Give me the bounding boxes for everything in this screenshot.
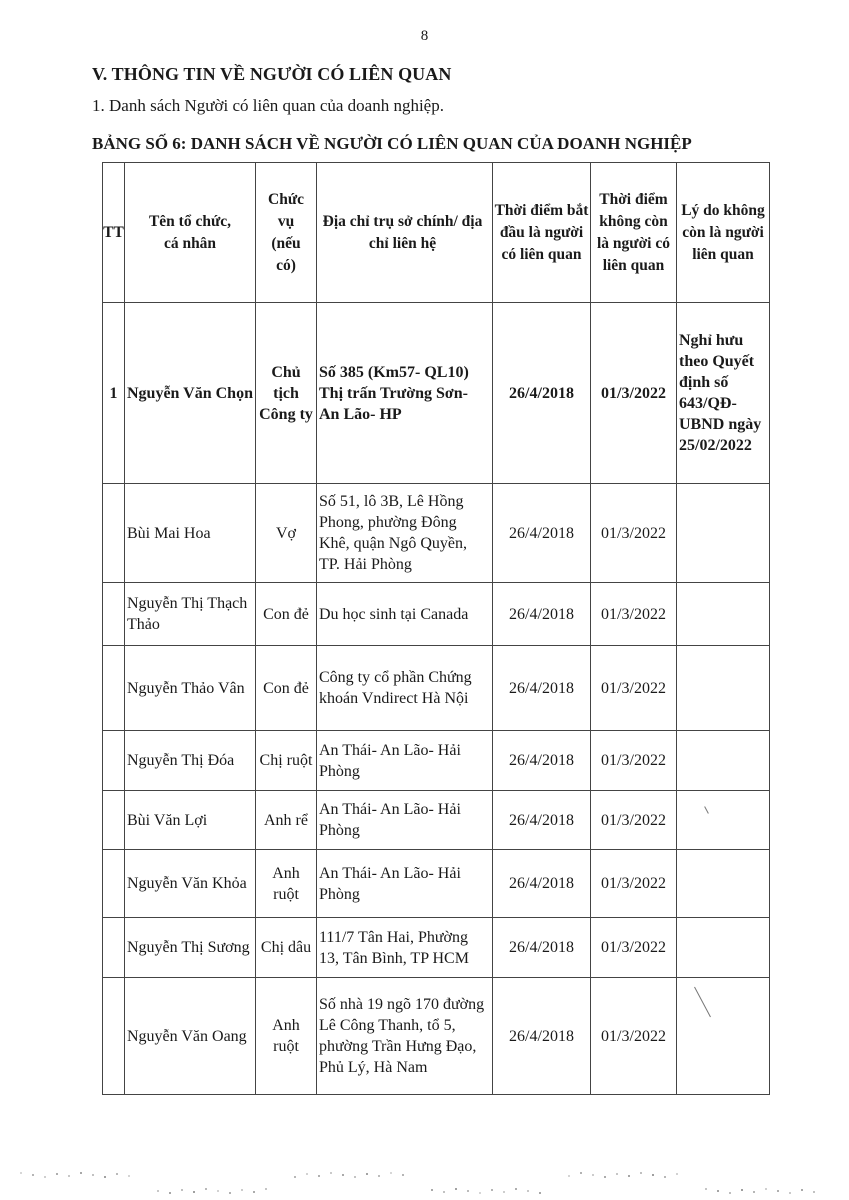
scan-dot (265, 1188, 267, 1190)
scan-dot (765, 1188, 767, 1190)
start-date: 26/4/2018 (493, 731, 591, 791)
row-number (103, 484, 125, 583)
scan-dot (741, 1189, 743, 1191)
scan-dot (604, 1176, 606, 1178)
section-title: V. THÔNG TIN VỀ NGƯỜI CÓ LIÊN QUAN (92, 64, 452, 84)
scan-dot (467, 1190, 469, 1192)
start-date: 26/4/2018 (493, 646, 591, 731)
row-number (103, 731, 125, 791)
reason (677, 731, 770, 791)
end-date: 01/3/2022 (591, 583, 677, 646)
table-row (103, 583, 770, 646)
scan-dot (729, 1192, 731, 1194)
person-position: Anh ruột (256, 978, 317, 1095)
table-row (103, 646, 770, 731)
person-address: Công ty cổ phần Chứng khoán Vndirect Hà Nội (317, 646, 493, 731)
person-name: Nguyễn Thị Sương (125, 918, 256, 978)
scan-dot (116, 1173, 118, 1175)
reason (677, 646, 770, 731)
reason (677, 918, 770, 978)
scan-dot (92, 1174, 94, 1176)
start-date: 26/4/2018 (493, 583, 591, 646)
scan-dot (753, 1191, 755, 1193)
scan-dot (705, 1188, 707, 1190)
scan-dot (402, 1174, 404, 1176)
scan-dot (306, 1173, 308, 1175)
reason (677, 583, 770, 646)
person-address: An Thái- An Lão- Hải Phòng (317, 791, 493, 850)
reason (677, 850, 770, 918)
table-row (103, 791, 770, 850)
end-date: 01/3/2022 (591, 978, 677, 1095)
header-address: Địa chỉ trụ sở chính/ địa chỉ liên hệ (317, 163, 493, 303)
scan-dot (330, 1172, 332, 1174)
related-persons-table (102, 162, 770, 1095)
row-number (103, 918, 125, 978)
end-date: 01/3/2022 (591, 791, 677, 850)
end-date: 01/3/2022 (591, 918, 677, 978)
person-position: Chị dâu (256, 918, 317, 978)
scan-dot (44, 1176, 46, 1178)
table-row (103, 484, 770, 583)
scan-dot (104, 1176, 106, 1178)
scan-dot (813, 1191, 815, 1193)
scan-dot (801, 1189, 803, 1191)
end-date: 01/3/2022 (591, 484, 677, 583)
scan-dot (229, 1192, 231, 1194)
scan-dot (68, 1175, 70, 1177)
scan-dot (318, 1175, 320, 1177)
row-number (103, 583, 125, 646)
person-name: Bùi Mai Hoa (125, 484, 256, 583)
table-row (103, 918, 770, 978)
person-address: Số 385 (Km57- QL10) Thị trấn Trường Sơn- An Lão- HP (317, 303, 493, 484)
scan-dot (580, 1172, 582, 1174)
scan-dot (616, 1173, 618, 1175)
scan-dot (342, 1174, 344, 1176)
header-tt: TT (103, 163, 125, 303)
table-row (103, 978, 770, 1095)
scan-dot (253, 1191, 255, 1193)
scan-dot (664, 1176, 666, 1178)
table-row (103, 303, 770, 484)
person-name: Nguyễn Văn Khỏa (125, 850, 256, 918)
scan-dot (354, 1176, 356, 1178)
scan-dot (717, 1190, 719, 1192)
person-position: Chị ruột (256, 731, 317, 791)
scan-dot (294, 1176, 296, 1178)
scan-dot (652, 1174, 654, 1176)
scan-dot (205, 1188, 207, 1190)
start-date: 26/4/2018 (493, 978, 591, 1095)
scan-dot (640, 1172, 642, 1174)
person-name: Nguyễn Văn Oang (125, 978, 256, 1095)
scan-dot (455, 1188, 457, 1190)
scan-dot (491, 1189, 493, 1191)
scan-dot (479, 1192, 481, 1194)
scan-dot (366, 1173, 368, 1175)
reason (677, 484, 770, 583)
scan-dot (56, 1173, 58, 1175)
start-date: 26/4/2018 (493, 918, 591, 978)
row-number (103, 978, 125, 1095)
person-position: Anh ruột (256, 850, 317, 918)
header-start-date: Thời điểm bắt đầu là người có liên quan (493, 163, 591, 303)
scan-dot (592, 1174, 594, 1176)
end-date: 01/3/2022 (591, 646, 677, 731)
table-header-row (103, 163, 770, 303)
person-position: Con đẻ (256, 583, 317, 646)
person-position: Chủ tịch Công ty (256, 303, 317, 484)
scan-dot (193, 1191, 195, 1193)
row-number (103, 646, 125, 731)
table-row (103, 850, 770, 918)
person-position: Anh rể (256, 791, 317, 850)
header-end-date: Thời điểm không còn là người có liên quan (591, 163, 677, 303)
scan-dot (777, 1190, 779, 1192)
scan-dot (20, 1172, 22, 1174)
person-position: Con đẻ (256, 646, 317, 731)
person-position: Vợ (256, 484, 317, 583)
row-number: 1 (103, 303, 125, 484)
scan-dot (431, 1189, 433, 1191)
scan-dot (628, 1175, 630, 1177)
reason (677, 791, 770, 850)
scan-dot (32, 1174, 34, 1176)
scan-dot (378, 1175, 380, 1177)
start-date: 26/4/2018 (493, 303, 591, 484)
scan-dot (169, 1192, 171, 1194)
scan-dot (515, 1188, 517, 1190)
scan-dot (80, 1172, 82, 1174)
start-date: 26/4/2018 (493, 850, 591, 918)
person-address: 111/7 Tân Hai, Phường 13, Tân Bình, TP HCM (317, 918, 493, 978)
scan-dot (789, 1192, 791, 1194)
page-number: 8 (420, 28, 429, 44)
person-name: Nguyễn Thị Thạch Thảo (125, 583, 256, 646)
reason: Nghỉ hưu theo Quyết định số 643/QĐ-UBND ngày 25/02/2022 (677, 303, 770, 484)
header-name: Tên tổ chức, cá nhân (125, 163, 256, 303)
person-name: Nguyễn Thị Đóa (125, 731, 256, 791)
table-title: BẢNG SỐ 6: DANH SÁCH VỀ NGƯỜI CÓ LIÊN QUAN CỦA DOANH NGHIỆP (92, 134, 692, 153)
end-date: 01/3/2022 (591, 731, 677, 791)
scan-dot (241, 1189, 243, 1191)
person-address: An Thái- An Lão- Hải Phòng (317, 850, 493, 918)
scan-dot (527, 1190, 529, 1192)
scan-dot (539, 1192, 541, 1194)
scan-dot (217, 1190, 219, 1192)
table-row (103, 731, 770, 791)
person-address: Số nhà 19 ngõ 170 đường Lê Công Thanh, tổ 5, phường Trần Hưng Đạo, Phủ Lý, Hà Nam (317, 978, 493, 1095)
scan-dot (157, 1190, 159, 1192)
scan-dot (568, 1175, 570, 1177)
person-address: Số 51, lô 3B, Lê Hồng Phong, phường Đông Khê, quận Ngô Quyền, TP. Hải Phòng (317, 484, 493, 583)
person-address: Du học sinh tại Canada (317, 583, 493, 646)
row-number (103, 791, 125, 850)
subsection-heading: 1. Danh sách Người có liên quan của doanh nghiệp. (92, 96, 444, 115)
start-date: 26/4/2018 (493, 484, 591, 583)
scan-dot (503, 1191, 505, 1193)
scan-dot (390, 1172, 392, 1174)
person-name: Nguyễn Thảo Vân (125, 646, 256, 731)
scan-dot (181, 1189, 183, 1191)
person-name: Bùi Văn Lợi (125, 791, 256, 850)
person-address: An Thái- An Lão- Hải Phòng (317, 731, 493, 791)
row-number (103, 850, 125, 918)
person-name: Nguyễn Văn Chọn (125, 303, 256, 484)
end-date: 01/3/2022 (591, 303, 677, 484)
scan-dot (128, 1175, 130, 1177)
end-date: 01/3/2022 (591, 850, 677, 918)
scan-dot (443, 1191, 445, 1193)
header-position: Chức vụ (nếu có) (256, 163, 317, 303)
start-date: 26/4/2018 (493, 791, 591, 850)
header-reason: Lý do không còn là người liên quan (677, 163, 770, 303)
scan-noise (0, 1160, 849, 1200)
table-body (103, 303, 770, 1095)
reason (677, 978, 770, 1095)
scan-dot (676, 1173, 678, 1175)
